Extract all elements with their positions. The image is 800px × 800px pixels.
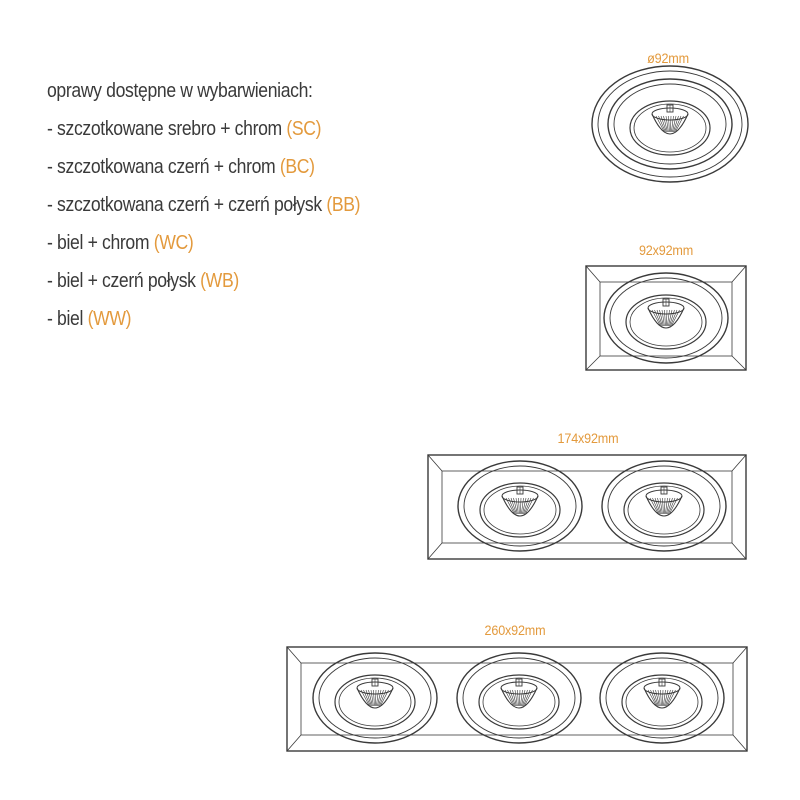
- reflector-facet: [374, 690, 375, 706]
- reflector-facet: [519, 498, 520, 514]
- lamp-module: [602, 461, 726, 551]
- finish-code: (WB): [200, 270, 239, 292]
- finish-label: - biel + czerń połysk: [47, 270, 201, 292]
- reflector-bowl: [648, 308, 684, 328]
- reflector-bowl: [652, 114, 688, 134]
- lamp-module: [313, 653, 437, 743]
- fixture-round: [592, 66, 748, 182]
- fixture-square: [586, 266, 746, 370]
- reflector-facet: [515, 690, 517, 706]
- reflector-facet: [662, 690, 663, 706]
- dimension-label-round: ø92mm: [647, 50, 689, 66]
- finish-code: (BC): [279, 156, 315, 178]
- reflector-bowl: [501, 688, 537, 708]
- finish-label: - biel: [47, 308, 88, 330]
- reflector-facet: [666, 116, 668, 132]
- lamp-module: [457, 653, 581, 743]
- finish-code: (WC): [153, 232, 194, 254]
- dimension-label-square: 92x92mm: [638, 242, 694, 258]
- reflector: [648, 299, 684, 328]
- reflector-facet: [661, 690, 662, 706]
- finish-label: - szczotkowane srebro + chrom: [47, 118, 287, 140]
- reflector-bowl: [646, 496, 682, 516]
- reflector-facet: [666, 310, 667, 326]
- finish-label: - szczotkowana czerń + czerń połysk: [47, 194, 327, 216]
- reflector-facet: [660, 498, 662, 514]
- fixture-triple: [287, 647, 747, 751]
- reflector-facet: [662, 310, 664, 326]
- reflector-facet: [665, 310, 666, 326]
- reflector: [357, 679, 393, 708]
- reflector-bowl: [644, 688, 680, 708]
- reflector-facet: [375, 690, 376, 706]
- reflector-bowl: [357, 688, 393, 708]
- reflector-facet: [371, 690, 373, 706]
- finish-code: (BB): [326, 194, 361, 216]
- fixture-double: [428, 455, 746, 559]
- finish-label: - szczotkowana czerń + chrom: [47, 156, 280, 178]
- reflector: [502, 487, 538, 516]
- dimension-label-double: 174x92mm: [557, 430, 619, 446]
- finish-code: (WW): [87, 308, 132, 330]
- reflector-facet: [518, 690, 519, 706]
- lamp-module: [600, 653, 724, 743]
- reflector-facet: [519, 690, 520, 706]
- dimension-label-triple: 260x92mm: [484, 622, 546, 638]
- finish-code: (SC): [286, 118, 322, 140]
- finish-label: - biel + chrom: [47, 232, 154, 254]
- reflector: [652, 105, 688, 134]
- reflector-facet: [520, 498, 521, 514]
- finish-heading: oprawy dostępne w wybarwieniach:: [47, 80, 313, 102]
- reflector-facet: [516, 498, 518, 514]
- reflector-facet: [658, 690, 660, 706]
- reflector-facet: [663, 498, 664, 514]
- reflector-facet: [670, 116, 671, 132]
- lamp-module: [458, 461, 582, 551]
- reflector-facet: [669, 116, 670, 132]
- lamp-module: [604, 273, 728, 363]
- reflector: [501, 679, 537, 708]
- reflector-facet: [664, 498, 665, 514]
- reflector: [644, 679, 680, 708]
- lamp-module: [608, 79, 732, 169]
- reflector-bowl: [502, 496, 538, 516]
- reflector: [646, 487, 682, 516]
